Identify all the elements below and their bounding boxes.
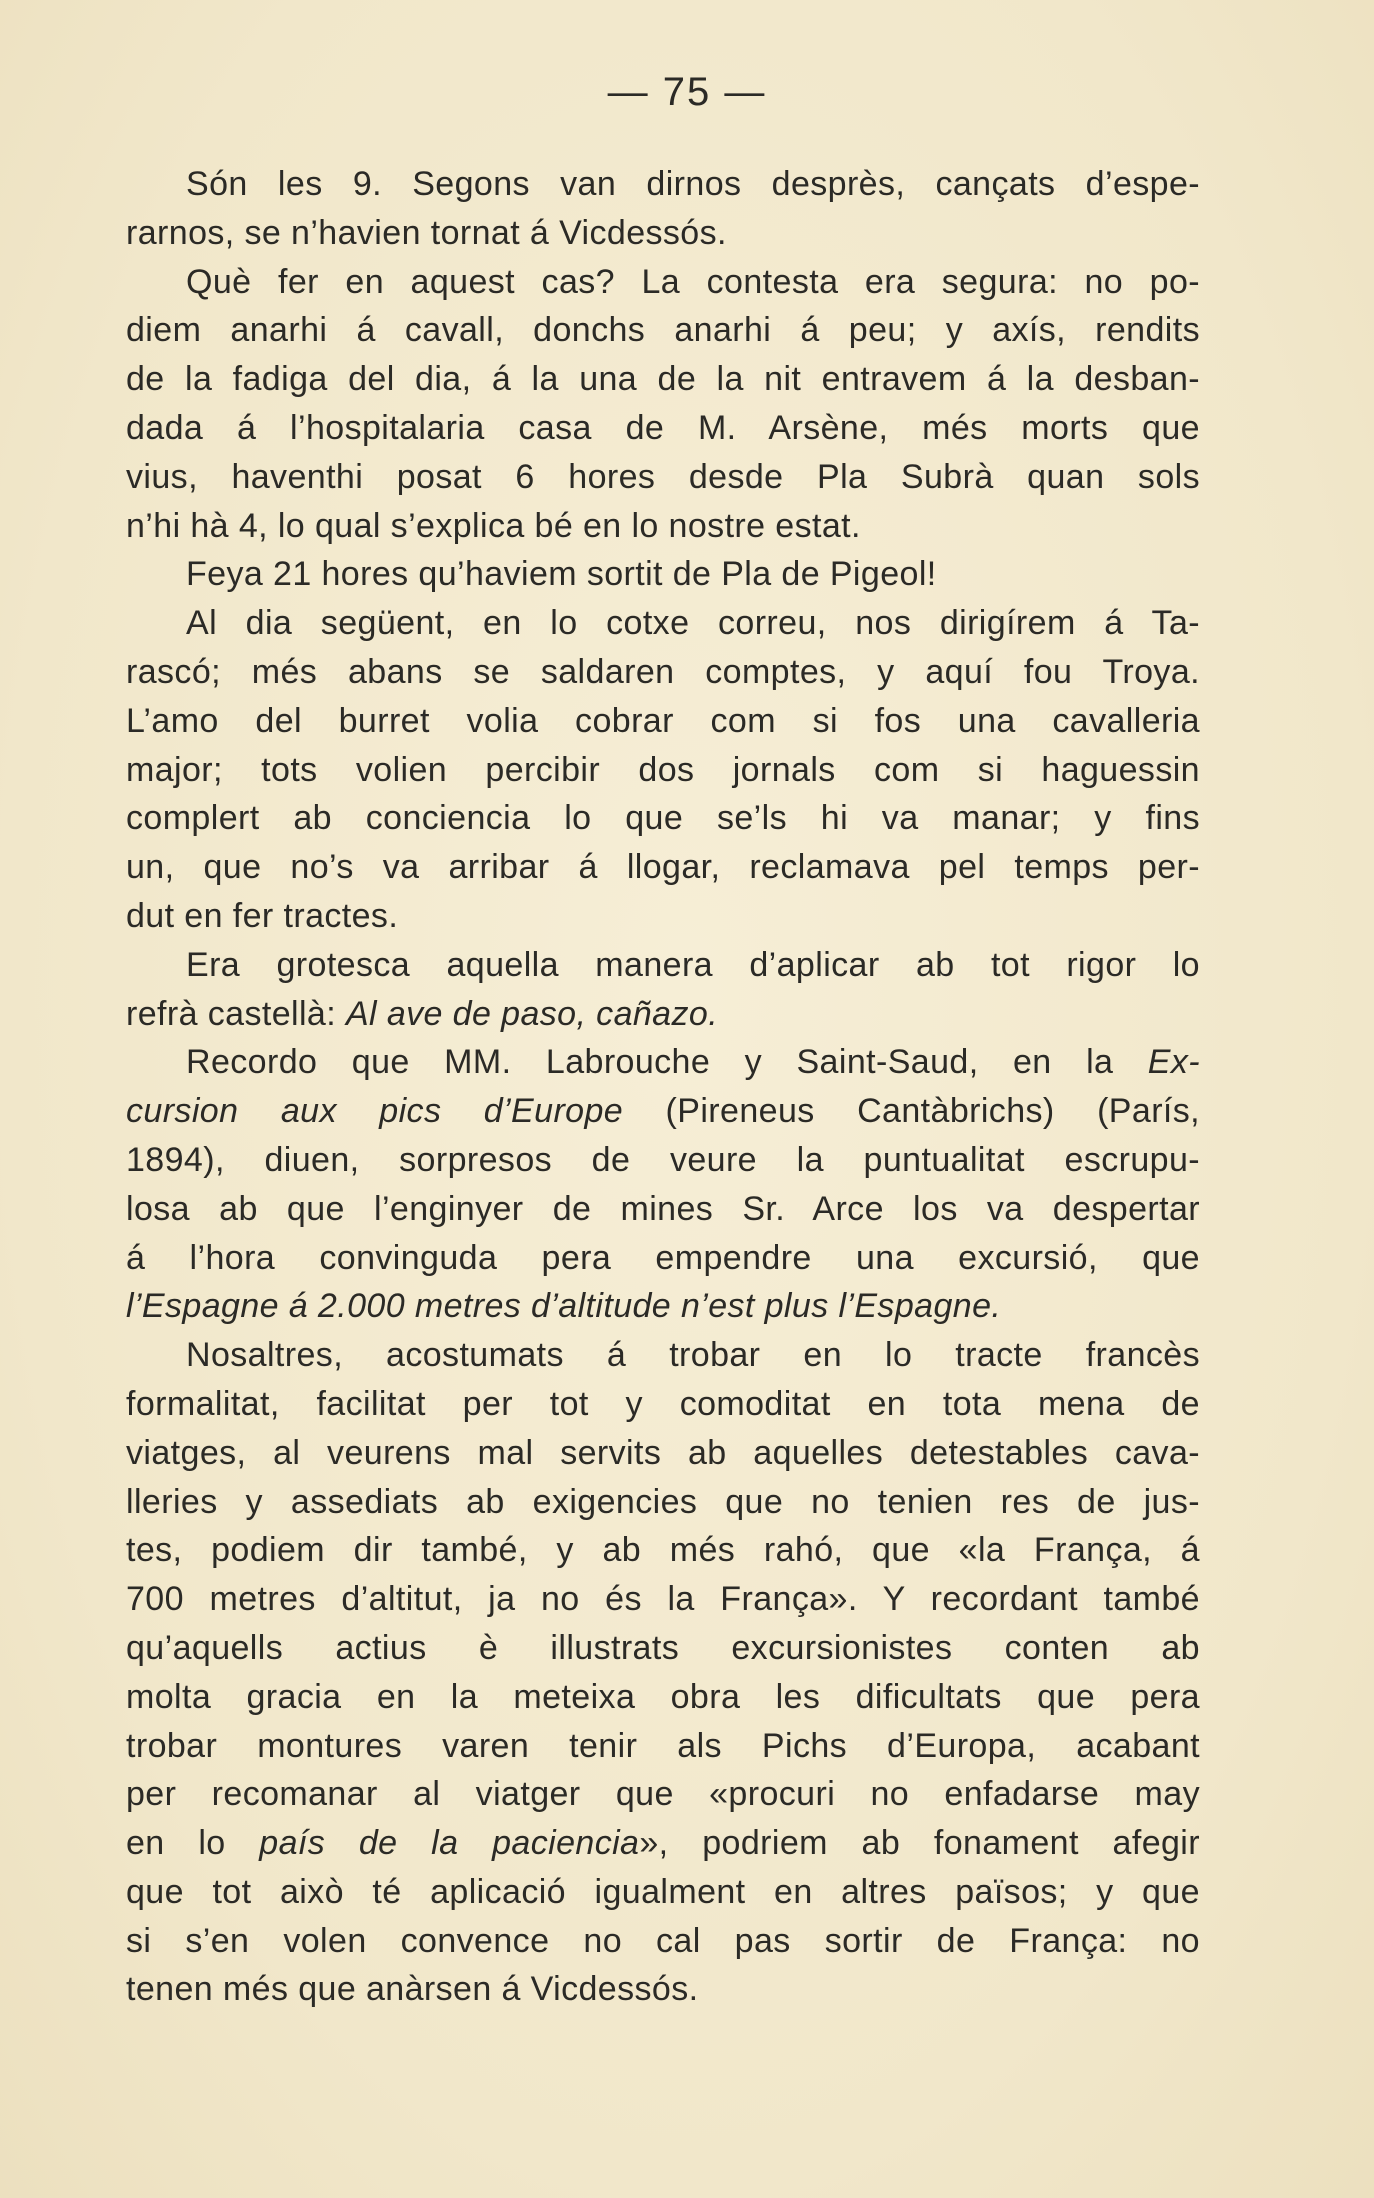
italic-text: cursion aux pics d’Europe — [126, 1092, 624, 1131]
text-span: (Pireneus Cantàbrichs) (París, — [623, 1092, 1201, 1131]
text-line: dut en fer tractes. — [126, 896, 399, 935]
text-line: major; tots volien percibir dos jornals com si haguessin — [126, 750, 1200, 789]
text-span: refrà castellà: — [126, 994, 346, 1033]
text-span: en lo — [126, 1824, 260, 1863]
text-line: Nosaltres, acostumats á trobar en lo tracte francès — [186, 1336, 1200, 1375]
text-line — [126, 1038, 1200, 1087]
text-line: L’amo del burret volia cobrar com si fos una cavalleria — [126, 701, 1200, 740]
text-line: complert ab conciencia lo que se’ls hi va manar; y fins — [126, 799, 1200, 838]
text-line — [126, 1819, 1200, 1868]
text-line: á l’hora convinguda pera empendre una excursió, que — [126, 1238, 1200, 1277]
text-line — [126, 1282, 1200, 1331]
text-span: », podriem ab fonament afegir — [639, 1824, 1200, 1863]
page-number: — 75 — — [607, 70, 767, 114]
text-line — [126, 1087, 1200, 1136]
text-line: formalitat, facilitat per tot y comoditat en tota mena de — [126, 1384, 1200, 1423]
text-line: molta gracia en la meteixa obra les dificultats que pera — [126, 1677, 1200, 1716]
text-line: Feya 21 hores qu’haviem sortit de Pla de Pigeol! — [186, 555, 937, 594]
text-line: viatges, al veurens mal servits ab aquelles detestables cava- — [126, 1433, 1200, 1472]
text-line: per recomanar al viatger que «procuri no enfadarse may — [126, 1775, 1200, 1814]
italic-text: país de la paciencia — [259, 1824, 640, 1863]
text-line: vius, haventhi posat 6 hores desde Pla Subrà quan sols — [126, 457, 1200, 496]
text-line: losa ab que l’enginyer de mines Sr. Arce los va despertar — [126, 1189, 1200, 1228]
page-body-text — [126, 160, 1200, 2014]
text-line: de la fadiga del dia, á la una de la nit entravem á la desban- — [126, 360, 1200, 399]
text-line: Al dia següent, en lo cotxe correu, nos dirigírem á Ta- — [186, 604, 1200, 643]
text-line: diem anarhi á cavall, donchs anarhi á peu; y axís, rendits — [126, 311, 1200, 350]
text-line: rarnos, se n’havien tornat á Vicdessós. — [126, 213, 727, 252]
text-line: que tot això té aplicació igualment en altres països; y que — [126, 1872, 1200, 1911]
text-line: lleries y assediats ab exigencies que no tenien res de jus- — [126, 1482, 1200, 1521]
text-line: 700 metres d’altitut, ja no és la França». Y recordant també — [126, 1580, 1200, 1619]
text-line: Són les 9. Segons van dirnos desprès, cançats d’espe- — [186, 165, 1200, 203]
italic-text: Al ave de paso, cañazo. — [345, 994, 719, 1033]
text-line: Què fer en aquest cas? La contesta era segura: no po- — [186, 262, 1200, 301]
text-span: Recordo que MM. Labrouche y Saint-Saud, en la — [186, 1043, 1148, 1082]
text-line: rascó; més abans se saldaren comptes, y aquí fou Troya. — [126, 652, 1200, 691]
italic-text: Ex- — [1147, 1043, 1200, 1082]
text-line: trobar montures varen tenir als Pichs d’Europa, acabant — [126, 1726, 1200, 1765]
text-line: n’hi hà 4, lo qual s’explica bé en lo nostre estat. — [126, 506, 861, 545]
text-line: 1894), diuen, sorpresos de veure la puntualitat escrupu- — [126, 1140, 1200, 1179]
text-line: si s’en volen convence no cal pas sortir de França: no — [126, 1921, 1200, 1960]
text-line — [126, 990, 1200, 1039]
italic-text: l’Espagne á 2.000 metres d’altitude n’est plus l’Espagne. — [126, 1287, 1002, 1326]
text-line: tes, podiem dir també, y ab més rahó, que «la França, á — [126, 1531, 1200, 1570]
text-line: Era grotesca aquella manera d’aplicar ab tot rigor lo — [186, 945, 1200, 984]
text-line: un, que no’s va arribar á llogar, reclamava pel temps per- — [126, 848, 1200, 887]
text-line: dada á l’hospitalaria casa de M. Arsène, més morts que — [126, 408, 1200, 447]
text-line: qu’aquells actius è illustrats excursionistes conten ab — [126, 1628, 1200, 1667]
text-line: tenen més que anàrsen á Vicdessós. — [126, 1970, 699, 2009]
